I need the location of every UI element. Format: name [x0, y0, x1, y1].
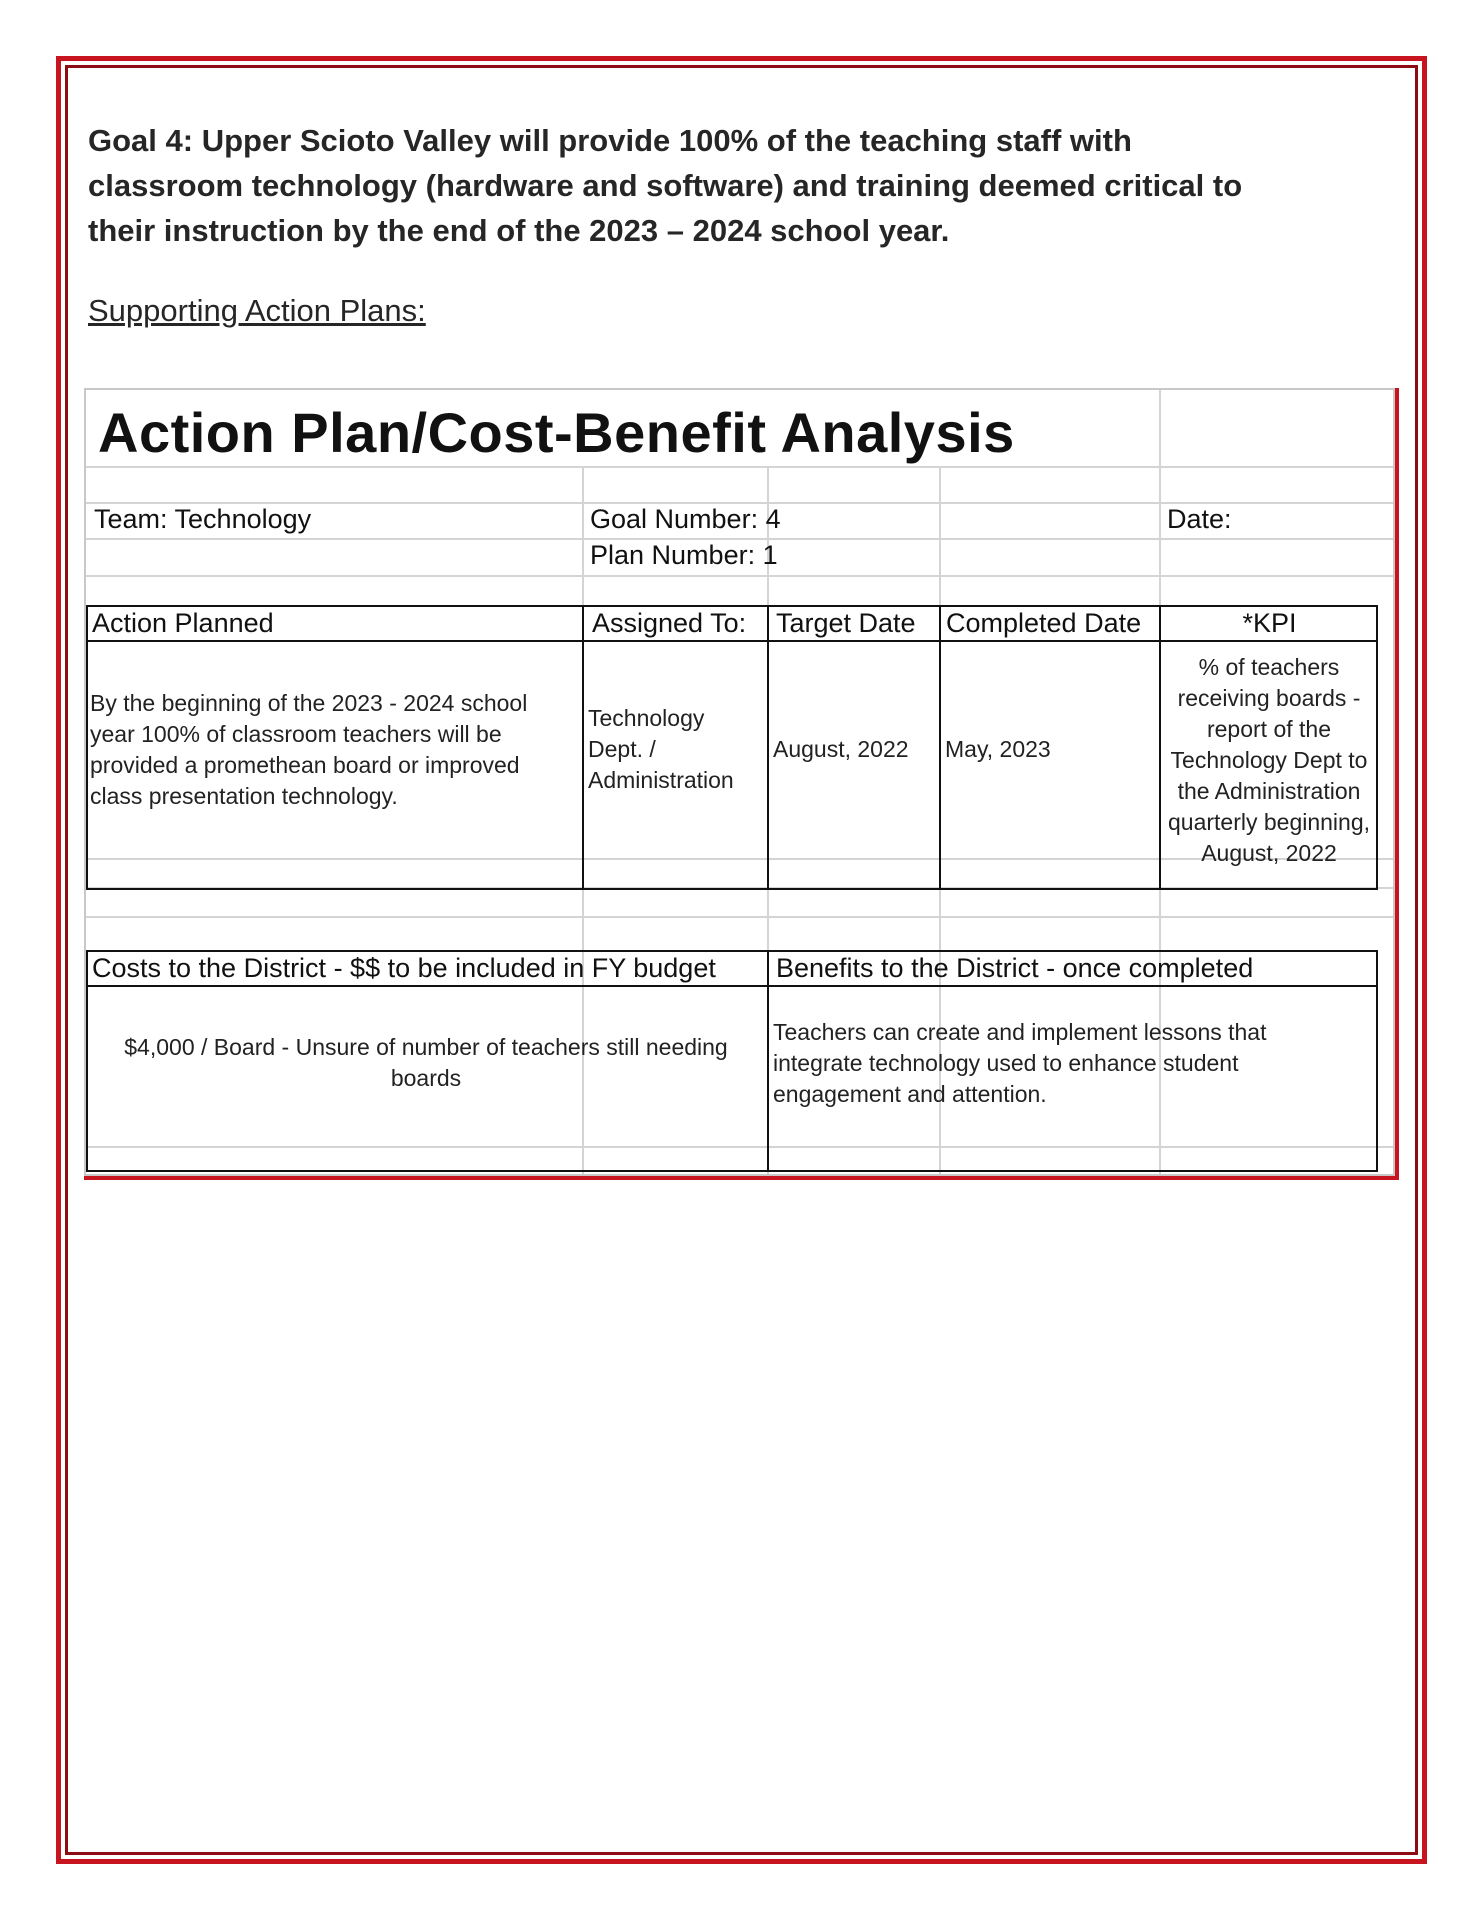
- goal-line-2: classroom technology (hardware and software) and training deemed critical to: [88, 168, 1243, 203]
- date-label: Date:: [1167, 504, 1232, 534]
- grid-line: [86, 916, 1393, 918]
- header-kpi: *KPI: [1242, 608, 1297, 638]
- benefits-cell: Teachers can create and implement lessons that integrate technology used to enhance student engagement and attention.: [773, 1019, 1267, 1107]
- column-divider: [767, 605, 769, 890]
- header-assigned-to: Assigned To:: [592, 608, 747, 638]
- action-table-header-divider: [86, 640, 1378, 642]
- completed-date-cell: May, 2023: [945, 736, 1051, 762]
- team-label: Team: Technology: [94, 504, 312, 534]
- action-plan-sheet: [84, 388, 1395, 1176]
- action-planned-cell: By the beginning of the 2023 - 2024 school year 100% of classroom teachers will be provided a promethean board or improved class presentation technology.: [90, 690, 528, 809]
- sheet-title: Action Plan/Cost-Benefit Analysis: [98, 401, 1015, 464]
- goal-line-1: Goal 4: Upper Scioto Valley will provide 100% of the teaching staff with: [88, 123, 1132, 158]
- grid-line: [86, 575, 1393, 577]
- goal-number-label: Goal Number: 4: [590, 504, 781, 534]
- column-divider: [582, 605, 584, 890]
- assigned-to-cell: Technology Dept. / Administration: [588, 705, 734, 793]
- costs-cell: $4,000 / Board - Unsure of number of teachers still needing boards: [124, 1034, 728, 1091]
- column-divider: [939, 605, 941, 890]
- cost-benefit-divider: [767, 950, 769, 1172]
- header-target-date: Target Date: [776, 608, 916, 638]
- grid-line: [86, 466, 1393, 468]
- cost-benefit-header-divider: [86, 985, 1378, 987]
- target-date-cell: August, 2022: [773, 736, 909, 762]
- plan-number-label: Plan Number: 1: [590, 540, 778, 570]
- benefits-header: Benefits to the District - once completed: [776, 953, 1254, 983]
- goal-line-3: their instruction by the end of the 2023 – 2024 school year.: [88, 213, 950, 248]
- header-action-planned: Action Planned: [92, 608, 274, 638]
- goal-statement: [88, 118, 1388, 253]
- header-completed-date: Completed Date: [946, 608, 1142, 638]
- costs-header: Costs to the District - $$ to be included in FY budget: [92, 953, 716, 983]
- supporting-action-plans-heading: Supporting Action Plans:: [88, 293, 426, 328]
- kpi-cell: % of teachers receiving boards - report of the Technology Dept to the Administration quarterly beginning, August, 2022: [1167, 654, 1371, 866]
